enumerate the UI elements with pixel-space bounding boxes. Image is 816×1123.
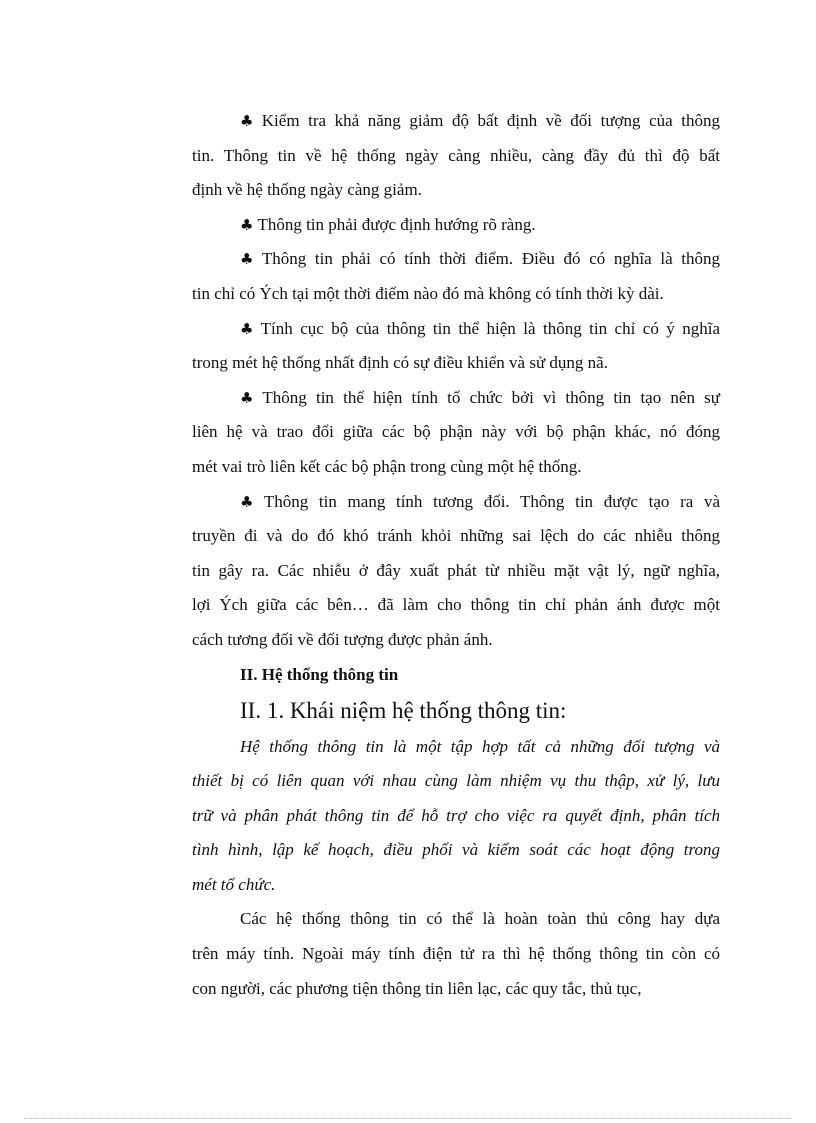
paragraph-line: Các hệ thống thông tin có thể là hoàn toàn thủ công hay dựa bbox=[240, 909, 720, 929]
bullet-paragraph-6 bbox=[192, 485, 720, 658]
paragraph-line: Thông tin mang tính tương đối. Thông tin được tạo ra và bbox=[263, 491, 720, 511]
bullet-paragraph-3 bbox=[192, 242, 720, 311]
paragraph-line: trên máy tính. Ngoài máy tính điện tử ra thì hệ thống thông tin còn có bbox=[192, 944, 720, 964]
paragraph-line: Thông tin phải được định hướng rõ ràng. bbox=[257, 214, 536, 234]
club-bullet-icon: ♣ bbox=[240, 250, 258, 269]
paragraph-line: Thông tin phải có tính thời điểm. Điều đó có nghĩa là thông bbox=[261, 249, 720, 269]
bullet-paragraph-1 bbox=[192, 104, 720, 208]
definition-paragraph bbox=[192, 730, 720, 903]
club-bullet-icon: ♣ bbox=[240, 388, 259, 407]
paragraph-line: con người, các phương tiện thông tin liên lạc, các quy tắc, thủ tục, bbox=[192, 978, 642, 998]
subsection-heading: II. 1. Khái niệm hệ thống thông tin: bbox=[240, 697, 567, 723]
paragraph-line: liên hệ và trao đổi giữa các bộ phận này với bộ phận khác, nó đóng bbox=[192, 422, 720, 442]
club-bullet-icon: ♣ bbox=[240, 215, 254, 234]
paragraph-line: Hệ thống thông tin là một tập hợp tất cả những đối tượng và bbox=[240, 736, 720, 756]
paragraph-line: tin. Thông tin về hệ thống ngày càng nhiều, càng đầy đủ thì độ bất bbox=[192, 145, 720, 165]
paragraph-line: tin chỉ có Ých tại một thời điểm nào đó mà không có tính thời kỳ dài. bbox=[192, 283, 664, 303]
paragraph-line: trữ và phân phát thông tin để hỗ trợ cho việc ra quyết định, phân tích bbox=[192, 805, 720, 825]
paragraph-line: Kiểm tra khả năng giảm độ bất định về đối tượng của thông bbox=[261, 111, 720, 130]
bullet-paragraph-5 bbox=[192, 381, 720, 485]
paragraph-line: Thông tin thể hiện tính tổ chức bởi vì thông tin tạo nên sự bbox=[262, 387, 720, 407]
closing-paragraph bbox=[192, 902, 720, 1006]
paragraph-line: trong mét hệ thống nhất định có sự điều khiển và sử dụng nã. bbox=[192, 353, 608, 373]
club-bullet-icon: ♣ bbox=[240, 492, 260, 511]
club-bullet-icon: ♣ bbox=[240, 112, 258, 130]
section-heading: II. Hệ thống thông tin bbox=[240, 664, 399, 684]
paragraph-line: Tính cục bộ của thông tin thể hiện là thông tin chỉ có ý nghĩa bbox=[260, 318, 720, 338]
paragraph-line: thiết bị có liên quan với nhau cùng làm nhiệm vụ thu thập, xử lý, lưu bbox=[192, 771, 720, 791]
paragraph-line: mét vai trò liên kết các bộ phận trong cùng một hệ thống. bbox=[192, 456, 582, 476]
paragraph-line: cách tương đối về đối tượng được phản ánh. bbox=[192, 629, 493, 649]
bullet-paragraph-4 bbox=[192, 312, 720, 381]
club-bullet-icon: ♣ bbox=[240, 319, 257, 338]
paragraph-line: định về hệ thống ngày càng giảm. bbox=[192, 180, 422, 200]
paragraph-line: tin gây ra. Các nhiễu ở đây xuất phát từ nhiều mặt vật lý, ngữ nghĩa, bbox=[192, 560, 720, 580]
paragraph-line: lợi Ých giữa các bên… đã làm cho thông tin chỉ phản ánh được một bbox=[192, 595, 720, 615]
paragraph-line: mét tổ chức. bbox=[192, 874, 276, 894]
document-page bbox=[192, 104, 720, 1006]
paragraph-line: truyền đi và do đó khó tránh khỏi những sai lệch do các nhiễu thông bbox=[192, 526, 720, 546]
bullet-paragraph-2 bbox=[192, 208, 720, 243]
paragraph-line: tình hình, lập kế hoạch, điều phối và kiểm soát các hoạt động trong bbox=[192, 840, 720, 860]
page-bottom-rule bbox=[24, 1118, 792, 1119]
